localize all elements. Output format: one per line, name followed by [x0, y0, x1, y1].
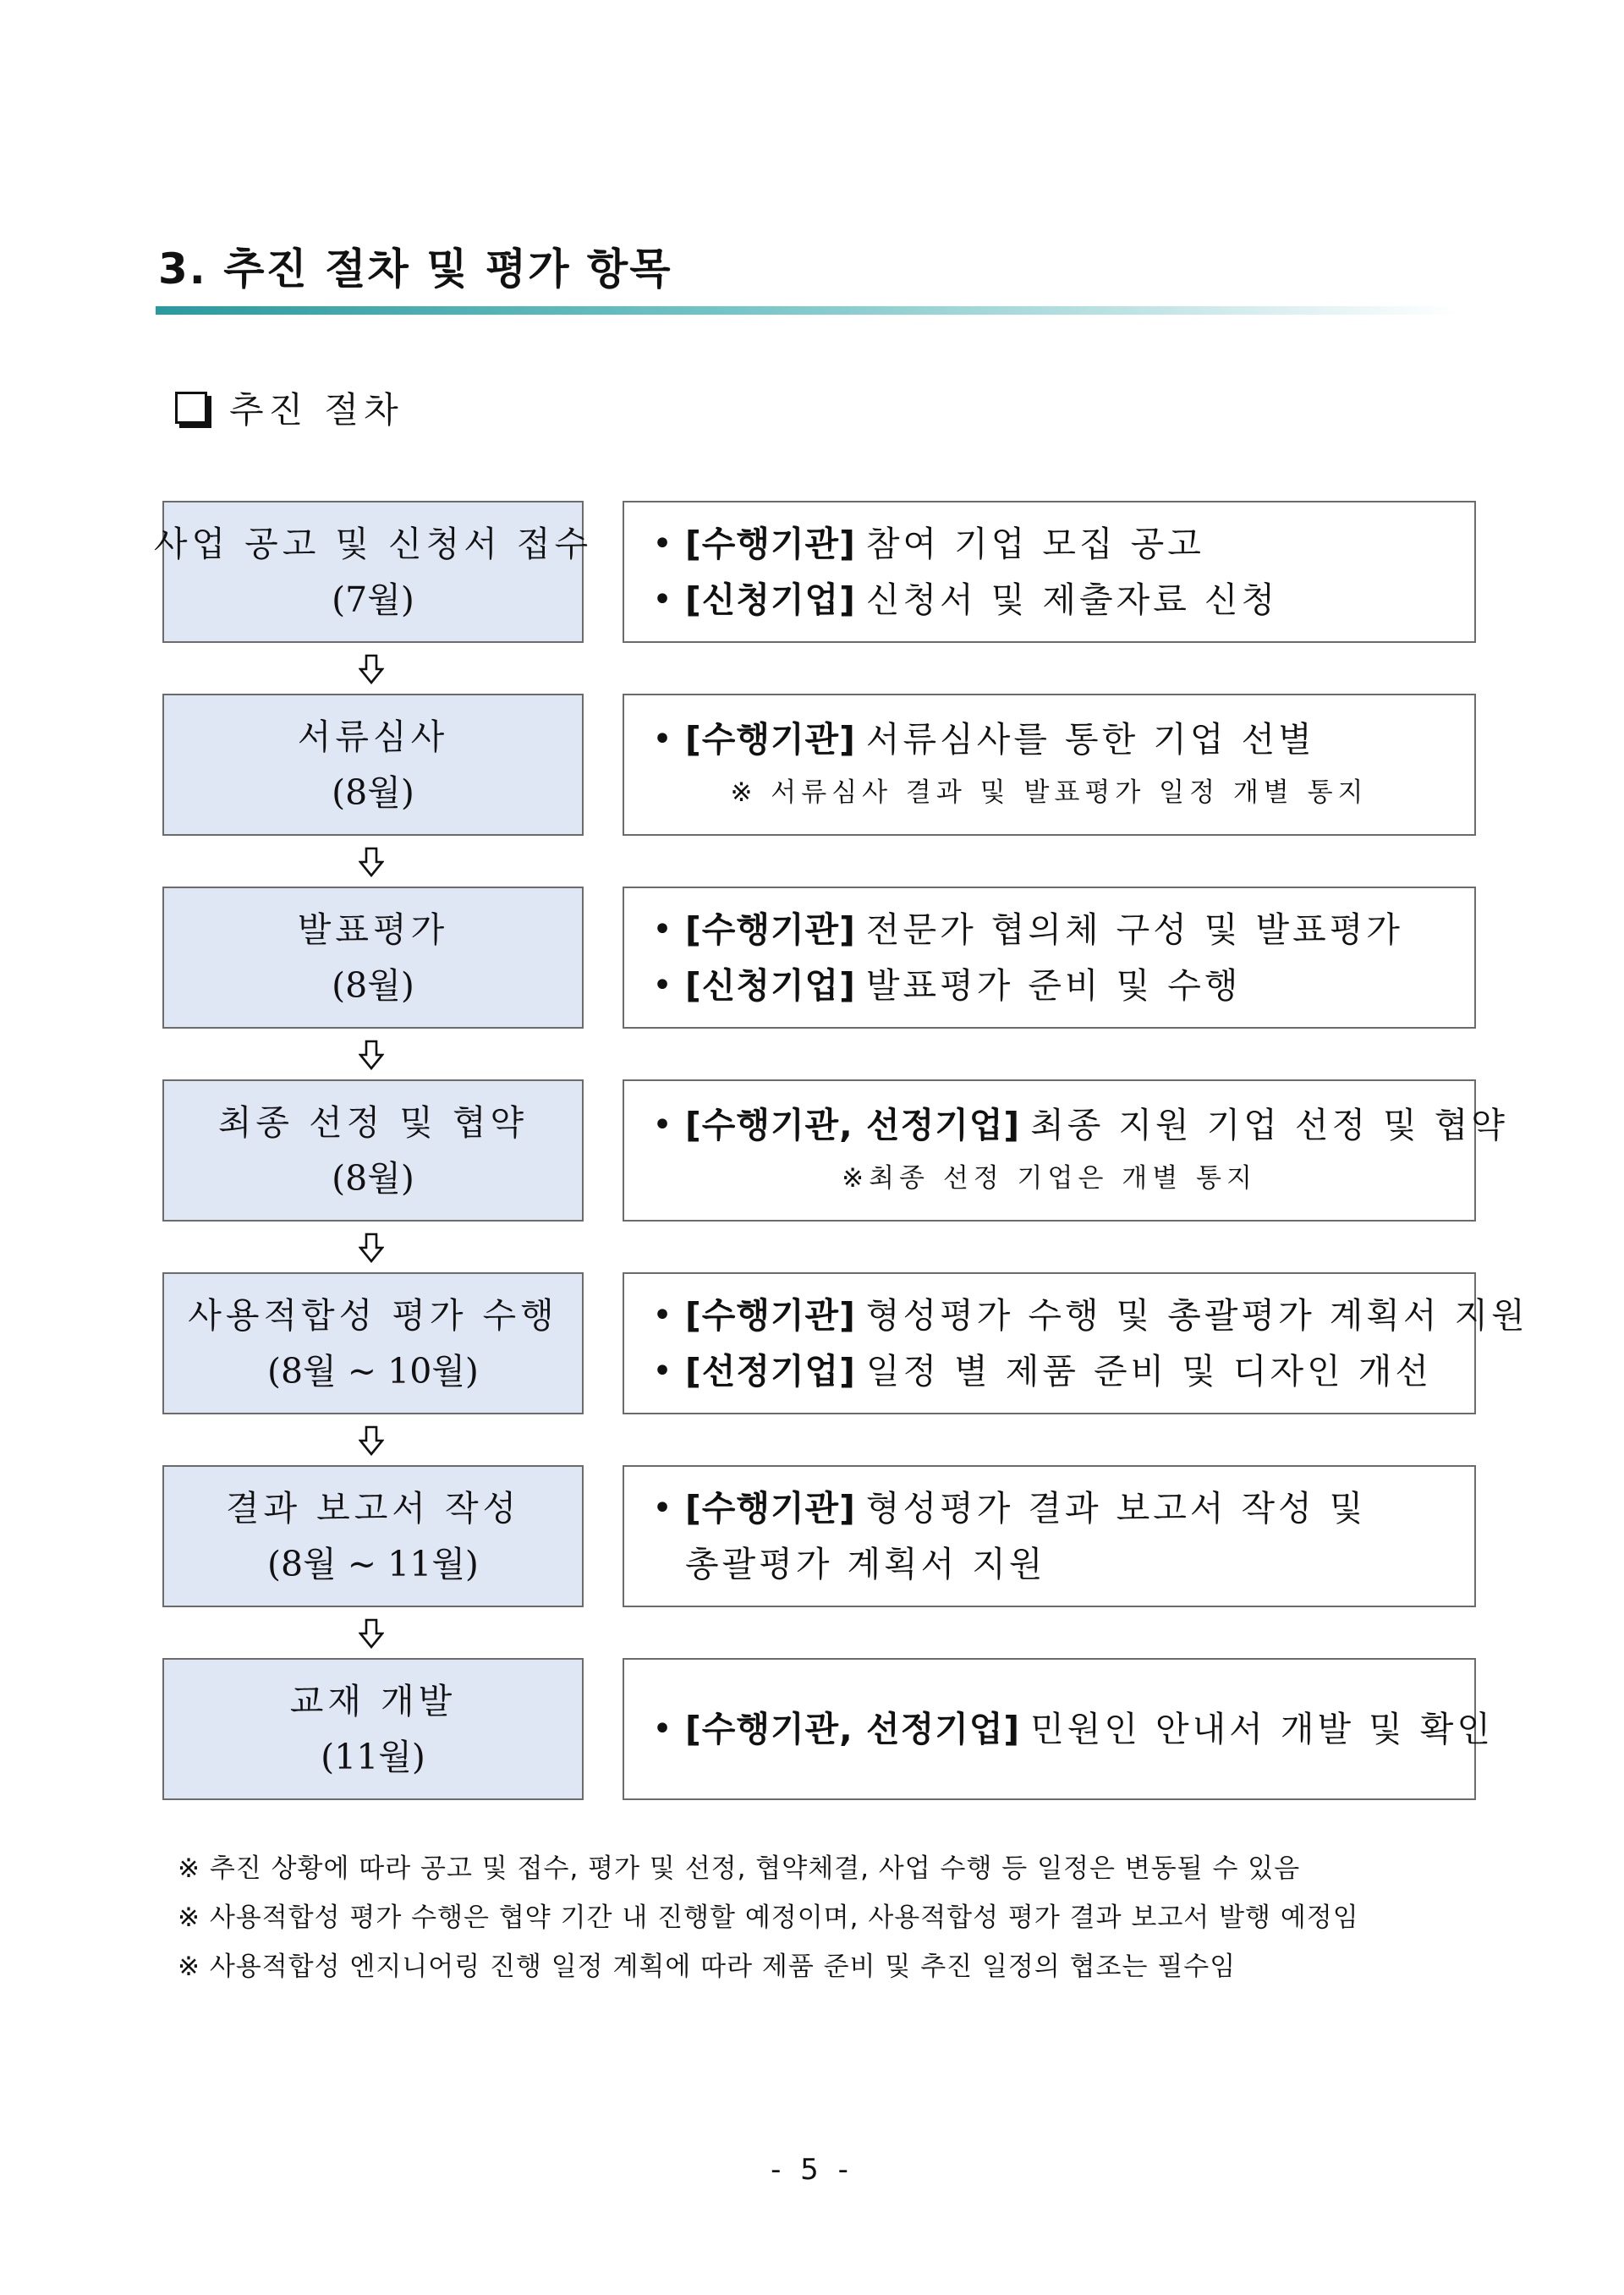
step-box: [162, 694, 584, 836]
bullet-item: [639, 902, 1474, 958]
page-number: - 5 -: [771, 2153, 853, 2187]
title-underline: [156, 306, 1458, 315]
step-name: 결과 보고서 작성: [225, 1488, 521, 1529]
bullet-text: [685, 516, 1204, 572]
footnotes: [178, 1844, 1359, 1991]
bullet-dot-icon: •: [652, 966, 672, 1005]
organization-label: [수행기관]: [685, 909, 856, 950]
bullet-text: [685, 958, 1241, 1013]
down-arrow-icon: [356, 1617, 387, 1650]
bullet-text: [685, 1701, 1494, 1757]
organization-label: [신청기업]: [685, 579, 856, 620]
step-box: [153, 501, 593, 643]
organization-label: [수행기관]: [685, 1295, 856, 1336]
organization-label: [수행기관, 선정기업]: [685, 1105, 1021, 1145]
footnote: ※ 추진 상황에 따라 공고 및 접수, 평가 및 선정, 협약체결, 사업 수행 등 일정은 변동될 수 있음: [178, 1853, 1301, 1884]
subsection-label: 추진 절차: [229, 389, 403, 431]
bullet-item: [639, 1343, 1474, 1399]
organization-label: [선정기업]: [685, 1351, 856, 1392]
bullet-item: [639, 711, 1474, 767]
step-detail-box: [623, 694, 1476, 836]
bullet-dot-icon: •: [652, 524, 672, 563]
bullet-continuation: 총괄평가 계획서 지원: [685, 1544, 1046, 1584]
down-arrow-icon: [356, 652, 387, 686]
step-box: [162, 1658, 584, 1800]
step-period: (8월): [332, 1158, 414, 1199]
bullet-body: 형성평가 결과 보고서 작성 및: [865, 1488, 1367, 1529]
step-note: ※최종 선정 기업은 개별 통지: [842, 1163, 1257, 1194]
step-detail-box: [623, 1272, 1528, 1414]
bullet-item: [639, 1097, 1509, 1153]
section-title: 3. 추진 절차 및 평가 항목: [158, 244, 672, 294]
bullet-item: [639, 1288, 1528, 1343]
bullet-dot-icon: •: [652, 1489, 672, 1528]
bullet-item: [639, 516, 1474, 572]
down-arrow-icon: [356, 845, 387, 879]
step-box: [162, 887, 584, 1029]
checkbox-square-icon: [175, 392, 207, 424]
organization-label: [수행기관]: [685, 719, 856, 760]
bullet-dot-icon: •: [652, 1352, 672, 1391]
step-name: 사업 공고 및 신청서 접수: [153, 524, 593, 564]
step-name: 최종 선정 및 협약: [217, 1102, 529, 1143]
step-period: (8월 ~ 10월): [267, 1351, 479, 1392]
step-box: [162, 1272, 584, 1414]
step-detail-box: [623, 1658, 1494, 1800]
bullet-dot-icon: •: [652, 580, 672, 619]
step-name: 서류심사: [297, 717, 449, 757]
down-arrow-icon: [356, 1231, 387, 1265]
step-period: (11월): [321, 1737, 425, 1777]
step-name: 발표평가: [297, 909, 449, 950]
organization-label: [수행기관]: [685, 1488, 856, 1529]
step-detail-box: [623, 1465, 1476, 1607]
footnote: ※ 사용적합성 엔지니어링 진행 일정 계획에 따라 제품 준비 및 추진 일정의 협조는 필수임: [178, 1952, 1237, 1982]
organization-label: [신청기업]: [685, 965, 856, 1006]
organization-label: [수행기관, 선정기업]: [685, 1709, 1021, 1749]
subsection-heading: [175, 382, 403, 433]
step-box: [162, 1079, 584, 1222]
bullet-text: [685, 1288, 1528, 1343]
bullet-body: 민원인 안내서 개발 및 확인: [1030, 1709, 1494, 1749]
bullet-dot-icon: •: [652, 1106, 672, 1145]
step-name: 사용적합성 평가 수행: [188, 1295, 558, 1336]
bullet-text: [685, 711, 1315, 767]
bullet-body: 일정 별 제품 준비 및 디자인 개선: [865, 1351, 1432, 1392]
step-period: (8월): [332, 965, 414, 1006]
bullet-body: 참여 기업 모집 공고: [865, 524, 1204, 564]
bullet-text: [685, 572, 1278, 628]
bullet-dot-icon: •: [652, 1296, 672, 1335]
step-period: (8월): [332, 772, 414, 813]
bullet-body: 신청서 및 제출자료 신청: [865, 579, 1279, 620]
step-note: ※ 서류심사 결과 및 발표평가 일정 개별 통지: [730, 777, 1369, 808]
organization-label: [수행기관]: [685, 524, 856, 564]
bullet-body: 최종 지원 기업 선정 및 협약: [1030, 1105, 1509, 1145]
step-period: (7월): [332, 579, 414, 620]
step-name: 교재 개발: [289, 1681, 457, 1721]
step-box: [162, 1465, 584, 1607]
bullet-item: [639, 1701, 1494, 1757]
bullet-item: [639, 572, 1474, 628]
bullet-body: 전문가 협의체 구성 및 발표평가: [865, 909, 1403, 950]
bullet-item: [639, 1480, 1474, 1536]
step-period: (8월 ~ 11월): [267, 1544, 479, 1584]
bullet-text: [685, 1097, 1508, 1153]
bullet-dot-icon: •: [652, 720, 672, 759]
step-detail-box: [623, 887, 1476, 1029]
bullet-body: 형성평가 수행 및 총괄평가 계획서 지원: [865, 1295, 1528, 1336]
down-arrow-icon: [356, 1038, 387, 1072]
bullet-text: [685, 1480, 1366, 1536]
bullet-text: [685, 902, 1403, 958]
bullet-dot-icon: •: [652, 910, 672, 949]
down-arrow-icon: [356, 1424, 387, 1458]
bullet-body: 발표평가 준비 및 수행: [865, 965, 1242, 1006]
bullet-item: [639, 958, 1474, 1013]
bullet-body: 서류심사를 통한 기업 선별: [865, 719, 1315, 760]
step-detail-box: [623, 1079, 1509, 1222]
step-detail-box: [623, 501, 1476, 643]
bullet-dot-icon: •: [652, 1710, 672, 1749]
footnote: ※ 사용적합성 평가 수행은 협약 기간 내 진행할 예정이며, 사용적합성 평가 결과 보고서 발행 예정임: [178, 1902, 1359, 1933]
bullet-text: [685, 1343, 1432, 1399]
